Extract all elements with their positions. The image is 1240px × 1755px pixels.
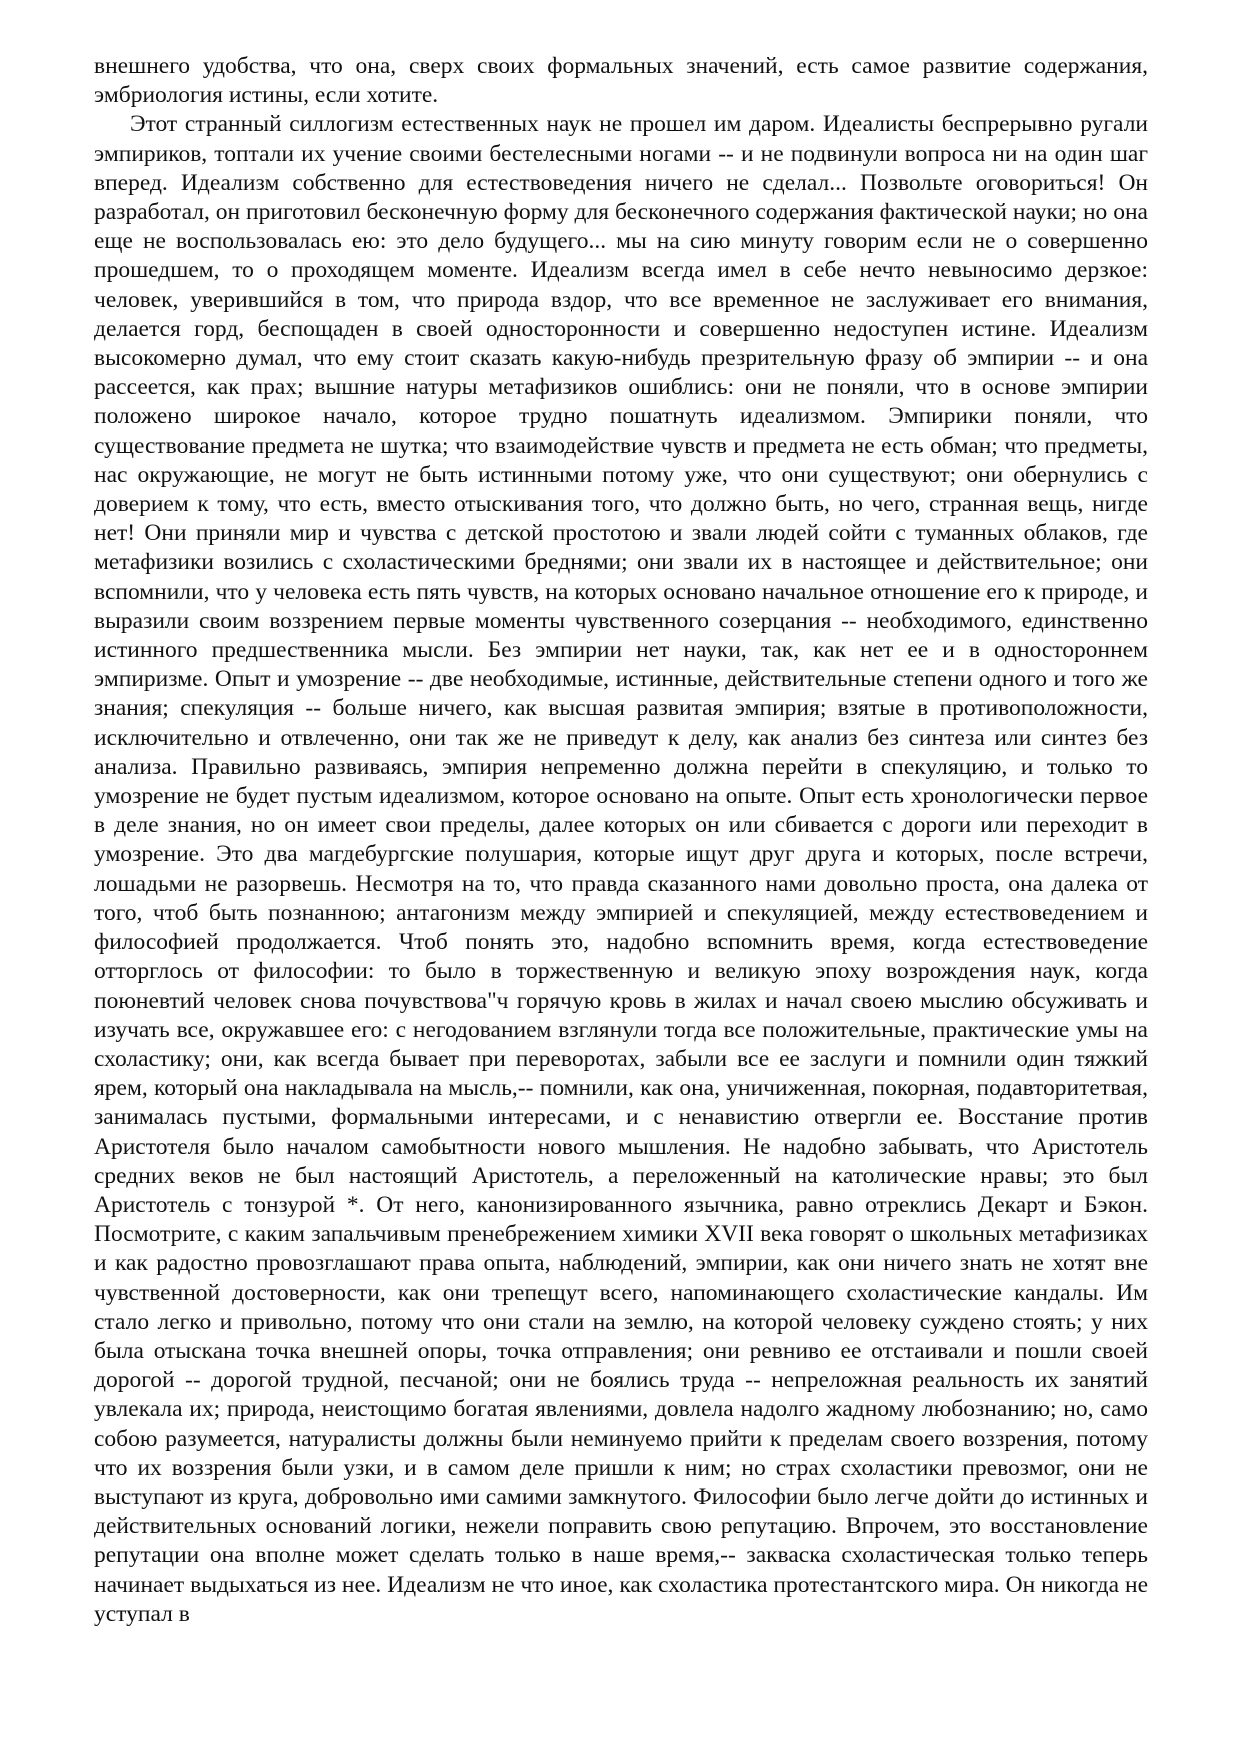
page-body (94, 52, 1148, 1629)
paragraph-main: Этот странный силлогизм естественных наук не прошел им даром. Идеалисты беспрерывно ругали эмпириков, топтали их учение своими бестелесными ногами -- и не подвинули вопроса ни на один шаг вперед. Идеализм собственно для естествоведения ничего не сделал... Позвольте оговориться! Он разработал, он приготовил бесконечную форму для бесконечного содержания фактической науки; но она еще не воспользовалась ею: это дело будущего... мы на сию минуту говорим если не о совершенно прошедшем, то о проходящем моменте. Идеализм всегда имел в себе нечто невыносимо дерзкое: человек, уверившийся в том, что природа вздор, что все временное не заслуживает его внимания, делается горд, беспощаден в своей односторонности и совершенно недоступен истине. Идеализм высокомерно думал, что ему стоит сказать какую-нибудь презрительную фразу об эмпирии -- и она рассеется, как прах; вышние натуры метафизиков ошиблись: они не поняли, что в основе эмпирии положено широкое начало, которое трудно пошатнуть идеализмом. Эмпирики поняли, что существование предмета не шутка; что взаимодействие чувств и предмета не есть обман; что предметы, нас окружающие, не могут не быть истинными потому уже, что они существуют; они обернулись с доверием к тому, что есть, вместо отыскивания того, что должно быть, но чего, странная вещь, нигде нет! Они приняли мир и чувства с детской простотою и звали людей сойти с туманных облаков, где метафизики возились с схоластическими бреднями; они звали их в настоящее и действительное; они вспомнили, что у человека есть пять чувств, на которых основано начальное отношение его к природе, и выразили своим воззрением первые моменты чувственного созерцания -- необходимого, единственно истинного предшественника мысли. Без эмпирии нет науки, так, как нет ее и в одностороннем эмпиризме. Опыт и умозрение -- две необходимые, истинные, действительные степени одного и того же знания; спекуляция -- больше ничего, как высшая развитая эмпирия; взятые в противоположности, исключительно и отвлеченно, они так же не приведут к делу, как анализ без синтеза или синтез без анализа. Правильно развиваясь, эмпирия непременно должна перейти в спекуляцию, и только то умозрение не будет пустым идеализмом, которое основано на опыте. Опыт есть хронологически первое в деле знания, но он имеет свои пределы, далее которых он или сбивается с дороги или переходит в умозрение. Это два магдебургские полушария, которые ищут друг друга и которых, после встречи, лошадьми не разорвешь. Несмотря на то, что правда сказанного нами довольно проста, она далека от того, чтоб быть познанною; антагонизм между эмпирией и спекуляцией, между естествоведением и философией продолжается. Чтоб понять это, надобно вспомнить время, когда естествоведение отторглось от философии: то было в торжественную и великую эпоху возрождения наук, когда поюневтий человек снова почувствова"ч горячую кровь в жилах и начал своею мыслию обсуживать и изучать все, окружавшее его: с негодованием взглянули тогда все положительные, практические умы на схоластику; они, как всегда бывает при переворотах, забыли все ее заслуги и помнили один тяжкий ярем, который она накладывала на мысль,-- помнили, как она, уничиженная, покорная, подавторитетвая, занималась пустыми, формальными интересами, и с ненавистию отвергли ее. Восстание против Аристотеля было началом самобытности нового мышления. Не надобно забывать, что Аристотель средних веков не был настоящий Аристотель, а переложенный на католические нравы; это был Аристотель с тонзурой *. От него, канонизированного язычника, равно отреклись Декарт и Бэкон. Посмотрите, с каким запальчивым пренебрежением химики XVII века говорят о школьных метафизиках и как радостно провозглашают права опыта, наблюдений, эмпирии, как они ничего знать не хотят вне чувственной достоверности, как они трепещут всего, напоминающего схоластические кандалы. Им стало легко и привольно, потому что они стали на землю, на которой человеку суждено стоять; у них была отыскана точка внешней опоры, точка отправления; они ревниво ее отстаивали и пошли своей дорогой -- дорогой трудной, песчаной; они не боялись труда -- непреложная реальность их занятий увлекала их; природа, неистощимо богатая явлениями, довлела надолго жадному любознанию; но, само собою разумеется, натуралисты должны были неминуемо прийти к пределам своего воззрения, потому что их воззрения были узки, и в самом деле пришли к ним; но страх схоластики превозмог, они не выступают из круга, добровольно ими самими замкнутого. Философии было легче дойти до истинных и действительных оснований логики, нежели поправить свою репутацию. Впрочем, это восстановление репутации она вполне может сделать только в наше время,-- закваска схоластическая только теперь начинает выдыхаться из нее. Идеализм не что иное, как схоластика протестантского мира. Он никогда не уступал в (94, 111, 1148, 1627)
paragraph-continuation: внешнего удобства, что она, сверх своих формальных значений, есть самое развитие содержания, эмбриология истины, если хотите. (94, 53, 1148, 109)
